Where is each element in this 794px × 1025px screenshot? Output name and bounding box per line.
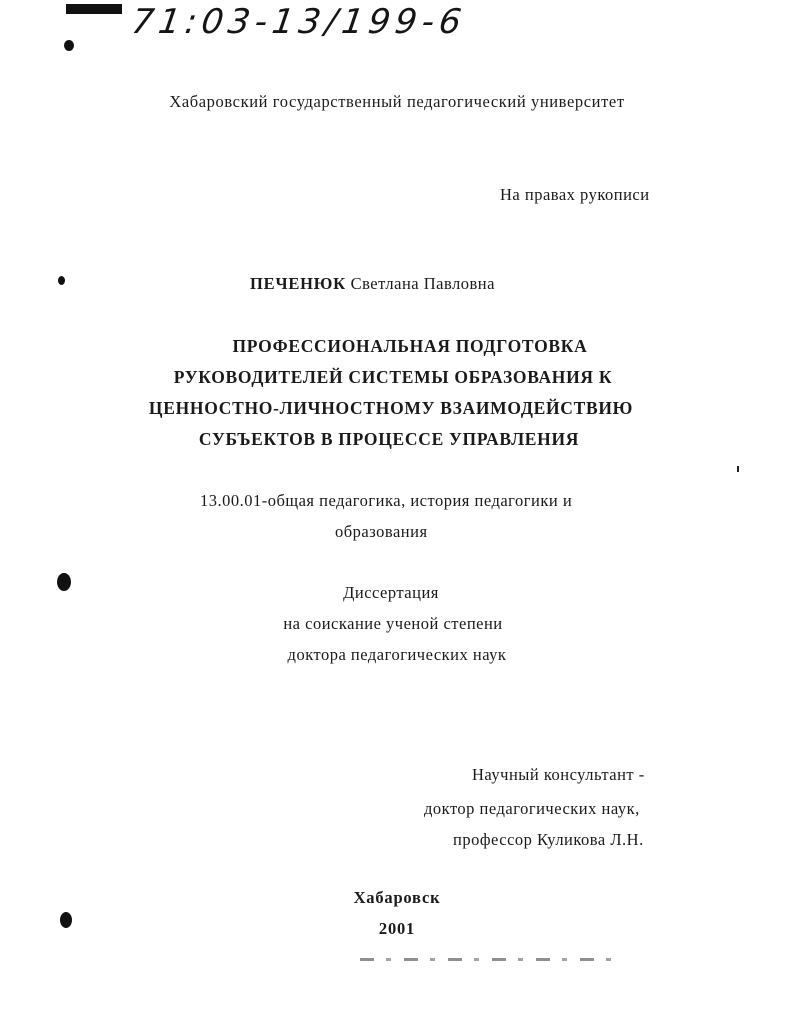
- handwritten-catalog-number: 71:03-13/199-6: [129, 2, 469, 42]
- author-surname: ПЕЧЕНЮК: [250, 274, 346, 293]
- dissertation-title-line-3: ЦЕННОСТНО-ЛИЧНОСТНОМУ ВЗАИМОДЕЙСТВИЮ: [148, 398, 634, 418]
- specialty-line-1: 13.00.01-общая педагогика, история педагогики и: [200, 491, 573, 510]
- advisor-line-3: профессор Куликова Л.Н.: [453, 830, 644, 849]
- binding-hole-upper: [58, 276, 65, 285]
- year: 2001: [378, 919, 416, 938]
- dissertation-label: Диссертация: [343, 583, 439, 602]
- degree-line-1: на соискание ученой степени: [283, 614, 503, 633]
- dissertation-title-line-4: СУБЪЕКТОВ В ПРОЦЕССЕ УПРАВЛЕНИЯ: [198, 429, 580, 449]
- dissertation-title-line-2: РУКОВОДИТЕЛЕЙ СИСТЕМЫ ОБРАЗОВАНИЯ К: [173, 367, 613, 387]
- rights-notice: На правах рукописи: [500, 185, 650, 204]
- dissertation-title-line-1: ПРОФЕССИОНАЛЬНАЯ ПОДГОТОВКА: [232, 336, 588, 356]
- advisor-line-1: Научный консультант -: [472, 765, 645, 784]
- university-name: Хабаровский государственный педагогический университет: [169, 92, 625, 111]
- advisor-line-2: доктор педагогических наук,: [424, 799, 640, 818]
- author-given-names: Светлана Павловна: [350, 274, 495, 293]
- library-stamp-mark: [66, 4, 122, 14]
- city: Хабаровск: [353, 888, 441, 907]
- scan-speck: [737, 466, 739, 472]
- degree-line-2: доктора педагогических наук: [287, 645, 507, 664]
- binding-hole-top: [64, 40, 74, 51]
- specialty-line-2: образования: [335, 522, 428, 541]
- footer-smudge: [360, 958, 615, 961]
- author-line: [250, 274, 495, 294]
